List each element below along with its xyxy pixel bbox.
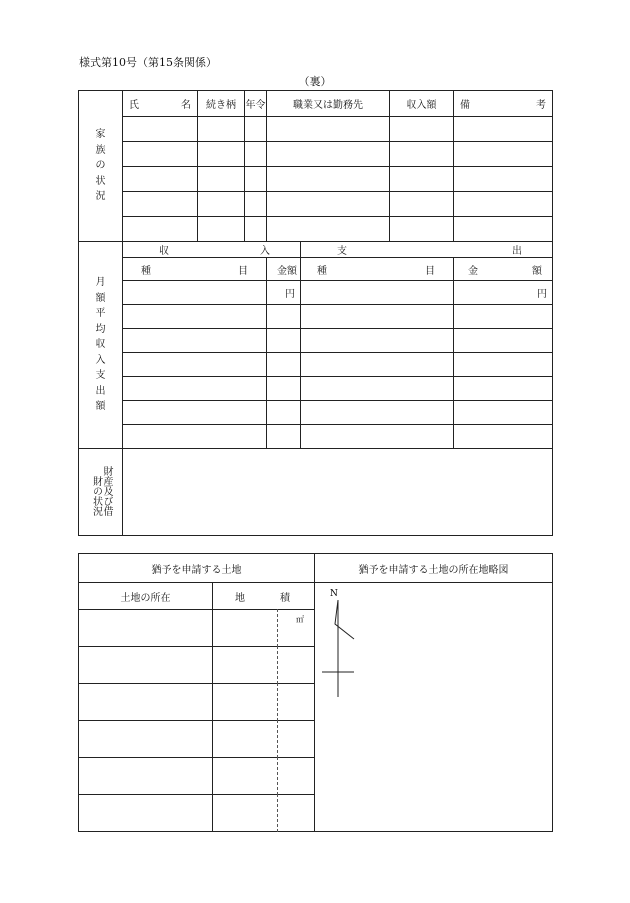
side-label: （裏） (298, 75, 332, 88)
cell[interactable] (245, 117, 267, 142)
cell[interactable] (79, 684, 213, 721)
cell[interactable] (123, 192, 198, 217)
cell[interactable] (454, 305, 553, 329)
cell[interactable] (79, 610, 213, 647)
cell[interactable] (267, 142, 390, 167)
occupation-header: 職業又は勤務先 (267, 91, 390, 117)
cell[interactable] (390, 142, 454, 167)
cell[interactable] (267, 117, 390, 142)
assets-label-col2: 財の状況 (90, 475, 102, 516)
monthly-row (79, 401, 553, 425)
assets-label (79, 449, 123, 536)
cell[interactable] (390, 217, 454, 242)
land-map-title: 猶予を申請する土地の所在地略図 (315, 554, 553, 583)
family-row (79, 142, 553, 167)
monthly-average-label: 月 額 平 均 収 入 支 出 額 (79, 242, 123, 449)
area-cell[interactable] (213, 795, 315, 832)
cell[interactable] (301, 353, 454, 377)
assets-label-col1: 財産及び借 (101, 465, 112, 516)
cell[interactable] (79, 647, 213, 684)
cell[interactable] (390, 167, 454, 192)
cell[interactable] (198, 142, 245, 167)
income-section-header: 収 入 (123, 242, 301, 258)
expense-yen-unit: 円 (454, 281, 553, 305)
cell[interactable] (123, 353, 267, 377)
cell[interactable] (198, 117, 245, 142)
cell[interactable] (301, 281, 454, 305)
cell[interactable] (123, 329, 267, 353)
age-header: 年令 (245, 91, 267, 117)
cell[interactable] (267, 167, 390, 192)
area-cell[interactable] (213, 721, 315, 758)
cell[interactable] (123, 425, 267, 449)
monthly-row (79, 329, 553, 353)
relation-header: 続き柄 (198, 91, 245, 117)
cell[interactable] (79, 758, 213, 795)
cell[interactable] (245, 192, 267, 217)
income-amount-header: 金 額 (267, 258, 301, 281)
note-header: 備 考 (454, 91, 553, 117)
cell[interactable] (79, 721, 213, 758)
cell[interactable] (454, 329, 553, 353)
income-item-header: 種 目 (123, 258, 267, 281)
cell[interactable] (79, 795, 213, 832)
income-yen-unit: 円 (267, 281, 301, 305)
cell[interactable] (123, 401, 267, 425)
expense-amount-header: 金 額 (454, 258, 553, 281)
land-title: 猶予を申請する土地 (79, 554, 315, 583)
cell[interactable] (301, 377, 454, 401)
cell[interactable] (267, 425, 301, 449)
cell[interactable] (454, 142, 553, 167)
family-row (79, 167, 553, 192)
family-row (79, 217, 553, 242)
cell[interactable] (301, 329, 454, 353)
income-header: 収入額 (390, 91, 454, 117)
cell[interactable] (454, 167, 553, 192)
expense-item-header: 種 目 (301, 258, 454, 281)
cell[interactable] (267, 401, 301, 425)
family-income-table (78, 90, 553, 536)
cell[interactable] (390, 192, 454, 217)
monthly-row (79, 353, 553, 377)
area-cell[interactable] (213, 610, 315, 647)
cell[interactable] (123, 305, 267, 329)
cell[interactable] (454, 217, 553, 242)
cell[interactable] (301, 425, 454, 449)
cell[interactable] (267, 305, 301, 329)
square-meter-unit: ㎡ (296, 615, 304, 624)
cell[interactable] (454, 353, 553, 377)
area-cell[interactable] (213, 758, 315, 795)
north-label: N (330, 589, 338, 599)
family-row (79, 192, 553, 217)
name-header: 氏 名 (123, 91, 198, 117)
cell[interactable] (198, 167, 245, 192)
land-table (78, 553, 553, 832)
cell[interactable] (123, 142, 198, 167)
monthly-row (79, 305, 553, 329)
cell[interactable] (198, 217, 245, 242)
cell[interactable] (454, 192, 553, 217)
cell[interactable] (245, 217, 267, 242)
cell[interactable] (301, 401, 454, 425)
monthly-row (79, 377, 553, 401)
form-number: 様式第10号（第15条関係） (79, 56, 217, 69)
cell[interactable] (198, 192, 245, 217)
monthly-row (79, 425, 553, 449)
expense-section-header: 支 出 (301, 242, 553, 258)
cell[interactable] (267, 353, 301, 377)
cell[interactable] (123, 281, 267, 305)
land-area-header: 地 積 (213, 583, 315, 610)
cell[interactable] (390, 117, 454, 142)
cell[interactable] (454, 377, 553, 401)
cell[interactable] (123, 167, 198, 192)
family-status-label: 家 族 の 状 況 (79, 91, 123, 242)
cell[interactable] (454, 117, 553, 142)
family-row (79, 117, 553, 142)
cell[interactable] (123, 377, 267, 401)
area-cell[interactable] (213, 684, 315, 721)
cell[interactable] (245, 142, 267, 167)
cell[interactable] (454, 401, 553, 425)
land-location-header: 土地の所在 (79, 583, 213, 610)
cell[interactable] (267, 377, 301, 401)
cell[interactable] (123, 217, 198, 242)
cell[interactable] (123, 117, 198, 142)
area-cell[interactable] (213, 647, 315, 684)
cell[interactable] (267, 329, 301, 353)
cell[interactable] (454, 425, 553, 449)
cell[interactable] (267, 192, 390, 217)
cell[interactable] (267, 217, 390, 242)
cell[interactable] (245, 167, 267, 192)
assets-content[interactable] (123, 449, 553, 536)
north-arrow-icon (320, 587, 360, 697)
cell[interactable] (301, 305, 454, 329)
